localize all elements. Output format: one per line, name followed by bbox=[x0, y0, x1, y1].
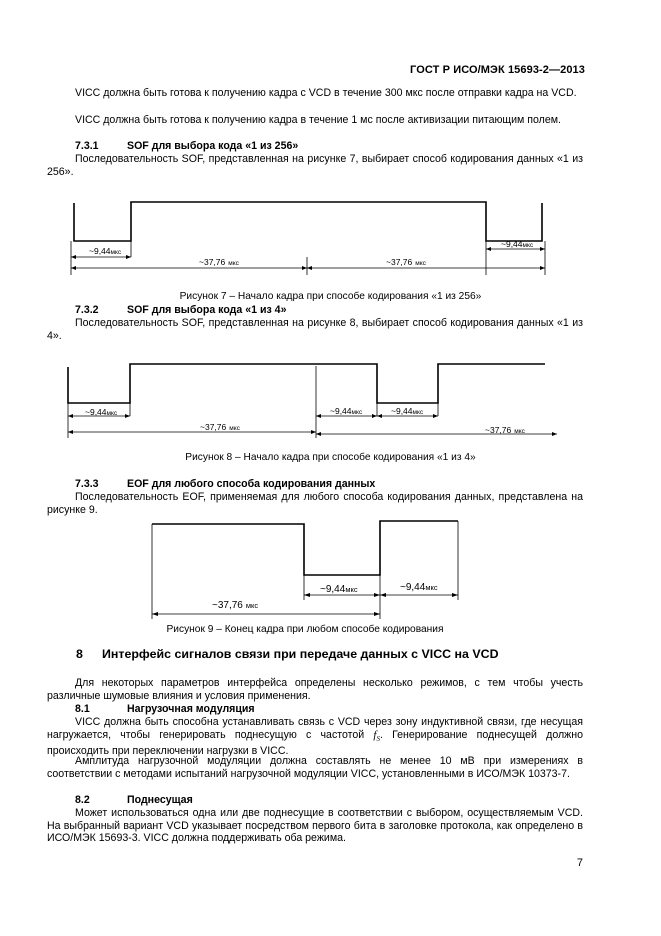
paragraph-sof-4: Последовательность SOF, представленная на рисунке 8, выбирает способ кодирования данных «1 из 4». bbox=[47, 317, 583, 342]
section-title: Нагрузочная модуляция bbox=[127, 703, 255, 715]
paragraph-amplitude: Амплитуда нагрузочной модуляции должна составлять не менее 10 мВ при измерениях в соответствии с методами испытаний нагрузочной модуляции VICC, установленными в ИСО/МЭК 10373-7. bbox=[47, 755, 583, 780]
fig7-label-c: ~37,76 мкс bbox=[386, 257, 426, 267]
fig8-label-e: ~37,76 мкс bbox=[485, 425, 525, 435]
fig8-label-c: ~9,44мкс bbox=[330, 406, 363, 416]
page-number: 7 bbox=[576, 857, 583, 869]
section-8-2-heading bbox=[75, 794, 575, 807]
section-7-3-1-heading bbox=[75, 140, 575, 153]
paragraph-sof-256: Последовательность SOF, представленная на рисунке 7, выбирает способ кодирования данных «1 из 256». bbox=[47, 153, 583, 178]
section-title: SOF для выбора кода «1 из 4» bbox=[127, 304, 287, 316]
fig8-label-d: ~9,44мкс bbox=[391, 406, 424, 416]
fig9-label-c: ~37,76 мкс bbox=[212, 600, 259, 611]
paragraph-subcarrier: Может использоваться одна или две поднесущие в соответствии с выбором, осуществляемым VCD. На выбранный вариант VCD указывает посредством первого бита в заголовке протокола, как определено в ИСО/МЭК 15693-3. VICC должна поддерживать оба режима. bbox=[47, 807, 583, 845]
subcarrier-frequency-symbol: $f_S$ bbox=[373, 728, 380, 743]
fig7-label-a: ~9,44мкс bbox=[89, 246, 122, 256]
figure-7-diagram bbox=[0, 195, 661, 295]
section-7-3-3-heading bbox=[75, 478, 575, 491]
figure-9-caption: Рисунок 9 – Конец кадра при любом способе кодирования bbox=[166, 624, 444, 635]
fig9-label-b: ~9,44мкс bbox=[400, 582, 438, 593]
section-number: 7.3.1 bbox=[75, 140, 99, 152]
section-number: 8 bbox=[76, 647, 83, 661]
section-title: EOF для любого способа кодирования данных bbox=[127, 478, 376, 490]
figure-7-caption: Рисунок 7 – Начало кадра при способе кодирования «1 из 256» bbox=[179, 291, 482, 302]
paragraph-modes: Для некоторых параметров интерфейса определены несколько режимов, с тем чтобы учесть различные шумовые влияния и условия применения. bbox=[47, 677, 583, 702]
section-8-heading bbox=[76, 647, 499, 661]
paragraph-ready-1ms: VICC должна быть готова к получению кадра в течение 1 мс после активизации питающим полем. bbox=[75, 114, 561, 126]
section-number: 7.3.3 bbox=[75, 478, 99, 490]
section-number: 7.3.2 bbox=[75, 304, 99, 316]
section-7-3-2-heading bbox=[75, 304, 575, 317]
fig8-label-b: ~37,76 мкс bbox=[200, 422, 240, 432]
fig8-label-a: ~9,44мкс bbox=[85, 407, 118, 417]
paragraph-load-modulation: VICC должна быть способна устанавливать связь с VCD через зону индуктивной связи, где несущая нагружается, чтобы генерировать поднесущую с частотой $f_S$. Генерирование поднесущей должно происходить при переключении нагрузки в VICC. bbox=[47, 716, 583, 758]
figure-8-caption: Рисунок 8 – Начало кадра при способе кодирования «1 из 4» bbox=[185, 452, 476, 463]
figure-9-diagram bbox=[0, 518, 661, 618]
section-title: Поднесущая bbox=[127, 794, 193, 806]
section-title: Интерфейс сигналов связи при передаче данных с VICC на VCD bbox=[102, 647, 499, 661]
paragraph-ready-300us: VICC должна быть готова к получению кадра с VCD в течение 300 мкс после отправки кадра на VCD. bbox=[75, 87, 577, 99]
fig7-label-d: ~9,44мкс bbox=[501, 239, 534, 249]
fig7-label-b: ~37,76 мкс bbox=[199, 257, 239, 267]
paragraph-eof: Последовательность EOF, применяемая для любого способа кодирования данных, представлена на рисунке 9. bbox=[47, 491, 583, 516]
section-title: SOF для выбора кода «1 из 256» bbox=[127, 140, 299, 152]
figure-8-diagram bbox=[0, 358, 661, 448]
section-number: 8.1 bbox=[75, 703, 90, 715]
document-header: ГОСТ Р ИСО/МЭК 15693-2—2013 bbox=[410, 64, 585, 76]
fig9-label-a: ~9,44мкс bbox=[320, 584, 358, 595]
section-8-1-heading bbox=[75, 703, 575, 716]
section-number: 8.2 bbox=[75, 794, 90, 806]
